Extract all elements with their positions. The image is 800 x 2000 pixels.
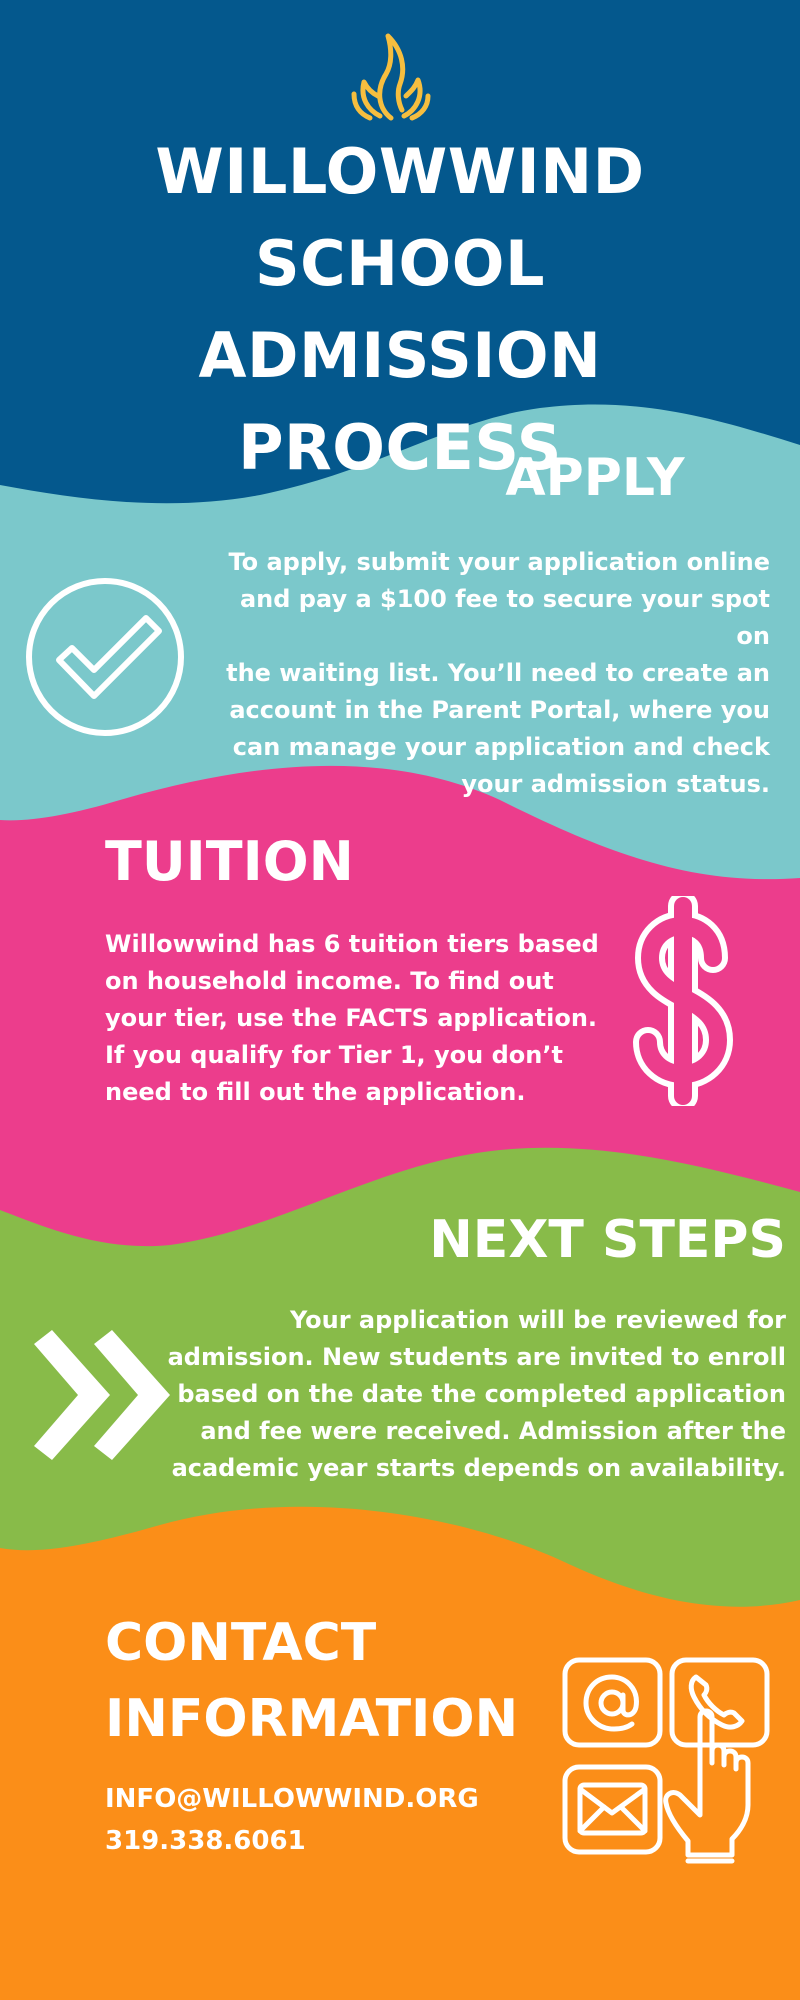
tuition-line: need to fill out the application. xyxy=(105,1078,526,1106)
dollar-sign-icon xyxy=(628,896,738,1106)
tuition-line: on household income. To find out xyxy=(105,967,554,995)
tuition-line: Willowwind has 6 tuition tiers based xyxy=(105,930,599,958)
apply-paragraph xyxy=(210,544,770,803)
apply-heading: APPLY xyxy=(505,448,685,508)
apply-line: the waiting list. You’ll need to create an xyxy=(226,659,770,687)
page-title xyxy=(0,126,800,494)
next-steps-paragraph xyxy=(166,1302,786,1487)
next-steps-line: academic year starts depends on availability. xyxy=(171,1454,786,1482)
phone-icon xyxy=(672,1660,767,1745)
tuition-paragraph xyxy=(105,926,605,1111)
contact-phone-link[interactable]: 319.338.6061 xyxy=(105,1826,306,1856)
pointing-hand-icon xyxy=(666,1711,748,1855)
contact-heading-line: INFORMATION xyxy=(105,1689,519,1749)
apply-line: and pay a $100 fee to secure your spot on xyxy=(239,585,770,650)
next-steps-line: Your application will be reviewed for xyxy=(289,1306,786,1334)
title-line: ADMISSION xyxy=(198,319,602,392)
at-sign-icon xyxy=(565,1660,660,1745)
next-steps-line: based on the date the completed application xyxy=(177,1380,786,1408)
next-steps-line: and fee were received. Admission after the xyxy=(200,1417,786,1445)
tuition-line: your tier, use the FACTS application. xyxy=(105,1004,598,1032)
contact-heading-line: CONTACT xyxy=(105,1613,377,1673)
checkmark-circle-icon xyxy=(24,576,186,738)
apply-line: account in the Parent Portal, where you xyxy=(229,696,770,724)
apply-line: can manage your application and check xyxy=(232,733,770,761)
next-steps-heading: NEXT STEPS xyxy=(429,1210,786,1270)
tuition-heading: TUITION xyxy=(105,830,354,893)
apply-line: your admission status. xyxy=(461,770,770,798)
title-line: PROCESS xyxy=(238,411,562,484)
title-line: WILLOWWIND SCHOOL xyxy=(155,135,645,300)
double-chevron-right-icon xyxy=(34,1330,170,1460)
next-steps-line: admission. New students are invited to enroll xyxy=(167,1343,786,1371)
tuition-line: If you qualify for Tier 1, you don’t xyxy=(105,1041,563,1069)
flame-icon xyxy=(350,30,432,124)
contact-icons xyxy=(560,1655,775,1870)
contact-email-link[interactable]: INFO@WILLOWWIND.ORG xyxy=(105,1784,479,1814)
contact-heading xyxy=(105,1605,525,1757)
apply-line: To apply, submit your application online xyxy=(228,548,770,576)
